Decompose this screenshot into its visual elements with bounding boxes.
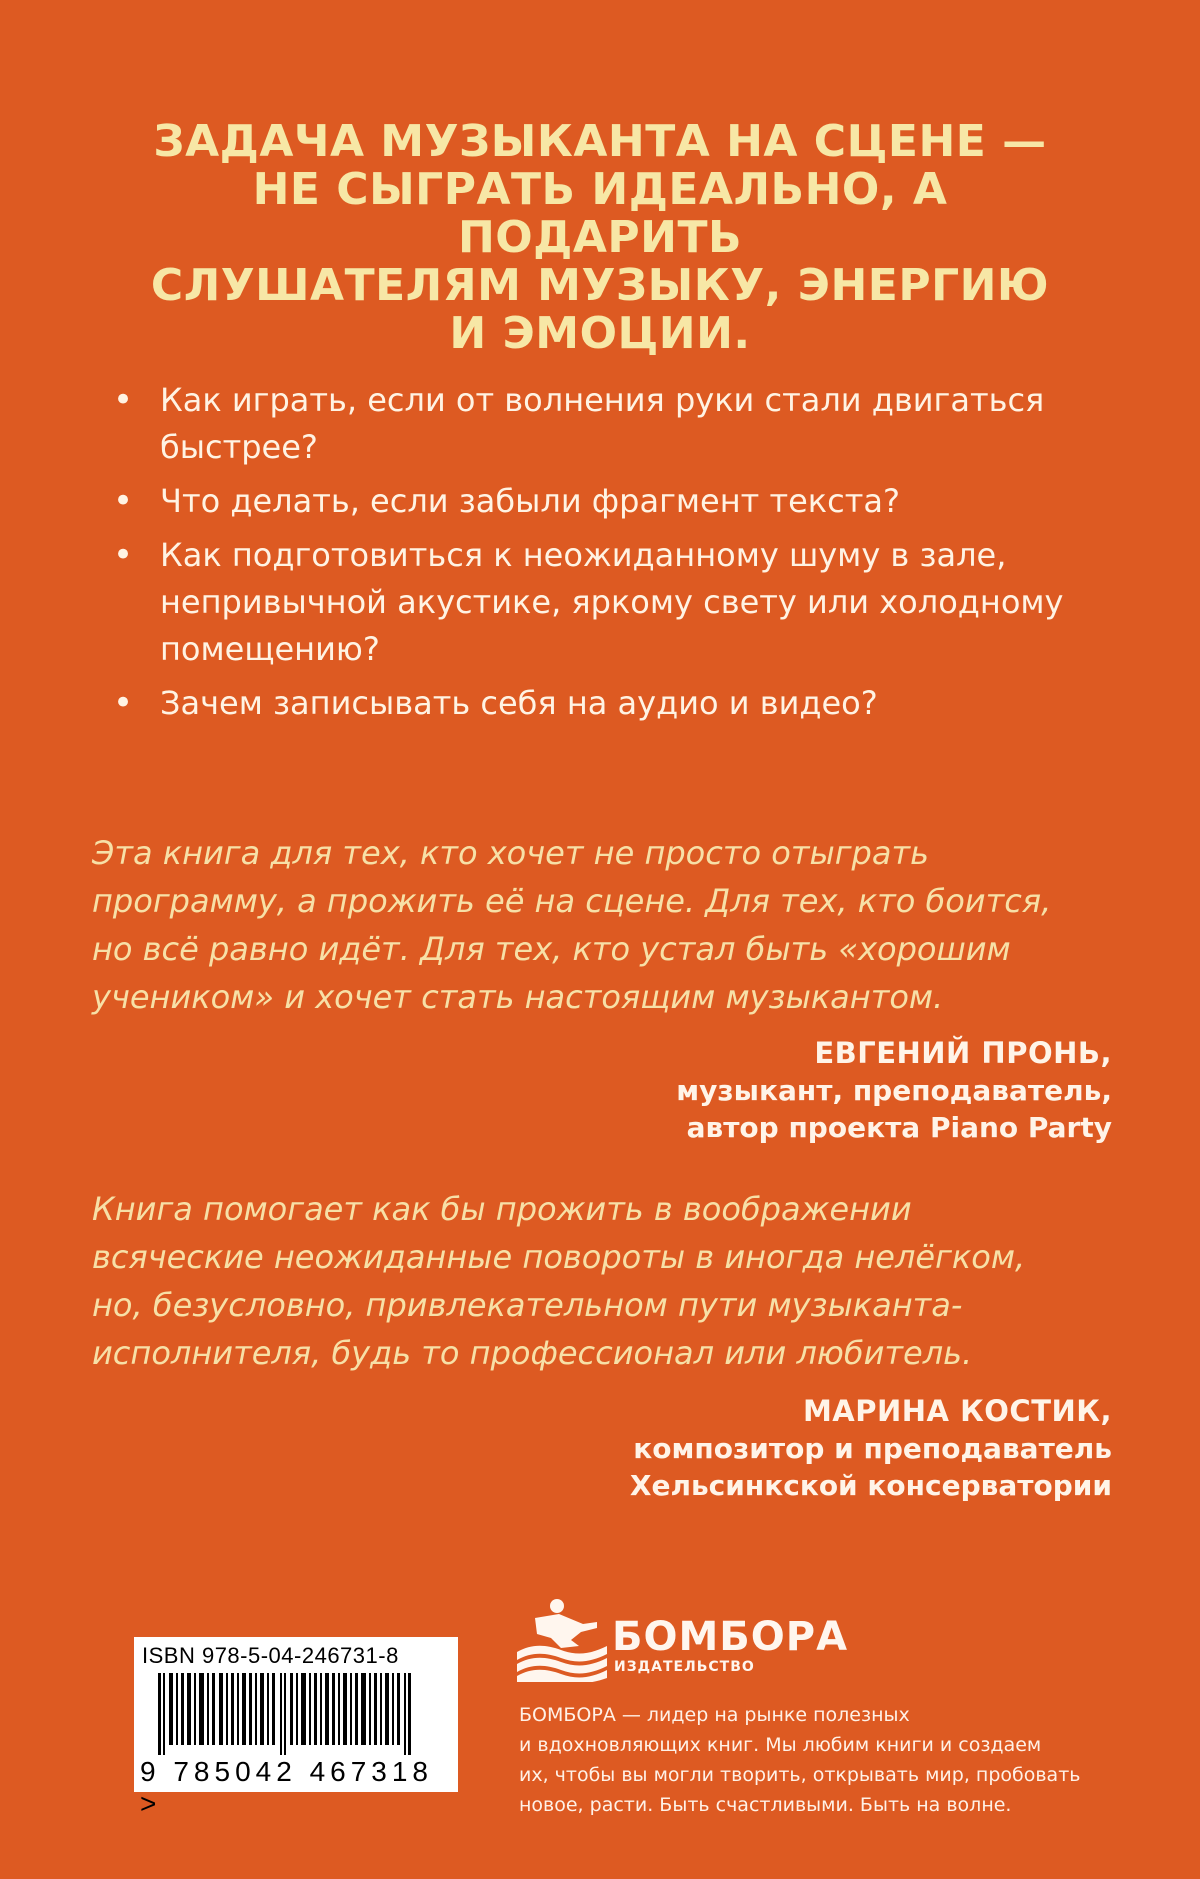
- author-role: автор проекта Piano Party: [686, 1111, 1112, 1144]
- bullet-icon: •: [113, 683, 134, 723]
- quote-pron: [92, 829, 1102, 1021]
- question-line: Как подготовиться к неожиданному шуму в зале,: [160, 536, 1007, 574]
- quote-line: программу, а прожить её на сцене. Для тех, кто боится,: [92, 882, 1052, 920]
- quote-line: всяческие неожиданные повороты в иногда нелёгком,: [92, 1238, 1026, 1276]
- question-item: [100, 478, 1130, 525]
- author-name: МАРИНА КОСТИК,: [802, 1394, 1112, 1428]
- publisher-description: [519, 1700, 1119, 1820]
- question-item: [100, 377, 1130, 471]
- question-item: [100, 680, 1130, 727]
- quote-line: исполнителя, будь то профессионал или любитель.: [92, 1334, 973, 1372]
- headline-line: И ЭМОЦИИ.: [449, 308, 751, 359]
- author-name: ЕВГЕНИЙ ПРОНЬ,: [814, 1036, 1112, 1070]
- question-line: Зачем записывать себя на аудио и видео?: [160, 684, 878, 722]
- question-item: [100, 532, 1130, 673]
- publisher-line: их, чтобы вы могли творить, открывать мир, пробовать: [519, 1764, 1081, 1786]
- bullet-icon: •: [113, 535, 134, 575]
- publisher-line: новое, расти. Быть счастливыми. Быть на волне.: [519, 1794, 1012, 1816]
- headline-line: НЕ СЫГРАТЬ ИДЕАЛЬНО, А ПОДАРИТЬ: [252, 164, 948, 263]
- quote-kostik: [92, 1185, 1102, 1377]
- publisher-subtitle: ИЗДАТЕЛЬСТВО: [614, 1659, 755, 1675]
- quote-line: Книга помогает как бы прожить в воображении: [92, 1190, 912, 1228]
- publisher-name: БОМБОРА: [612, 1614, 849, 1660]
- quote-line: но всё равно идёт. Для тех, кто устал быть «хорошим: [92, 930, 1011, 968]
- author-role: композитор и преподаватель: [633, 1432, 1112, 1465]
- attribution-pron: [412, 1035, 1112, 1146]
- attribution-kostik: [412, 1393, 1112, 1504]
- question-line: быстрее?: [160, 428, 318, 466]
- publisher-line: и вдохновляющих книг. Мы любим книги и создаем: [519, 1734, 1042, 1756]
- headline-line: ЗАДАЧА МУЗЫКАНТА НА СЦЕНЕ —: [153, 116, 1047, 167]
- publisher-logo-icon: [517, 1596, 607, 1682]
- question-line: помещению?: [160, 630, 380, 668]
- headline: [120, 118, 1080, 358]
- question-line: непривычной акустике, яркому свету или холодному: [160, 583, 1064, 621]
- isbn-barcode: [134, 1637, 458, 1819]
- publisher-line: БОМБОРА — лидер на рынке полезных: [519, 1704, 910, 1726]
- isbn-number: ISBN 978-5-04-246731-8: [142, 1643, 399, 1668]
- quote-line: но, безусловно, привлекательном пути музыканта-: [92, 1286, 963, 1324]
- question-line: Что делать, если забыли фрагмент текста?: [160, 482, 900, 520]
- bullet-icon: •: [113, 481, 134, 521]
- question-list: [100, 377, 1130, 734]
- bullet-icon: •: [113, 380, 134, 420]
- quote-line: учеником» и хочет стать настоящим музыкантом.: [92, 978, 944, 1016]
- question-line: Как играть, если от волнения руки стали двигаться: [160, 381, 1045, 419]
- barcode-digits: 9 785042 467318 >: [140, 1756, 433, 1819]
- author-role: Хельсинкской консерватории: [629, 1469, 1112, 1502]
- barcode-icon: [142, 1673, 432, 1755]
- author-role: музыкант, преподаватель,: [676, 1074, 1112, 1107]
- headline-line: СЛУШАТЕЛЯМ МУЗЫКУ, ЭНЕРГИЮ: [150, 260, 1050, 311]
- quote-line: Эта книга для тех, кто хочет не просто отыграть: [92, 834, 929, 872]
